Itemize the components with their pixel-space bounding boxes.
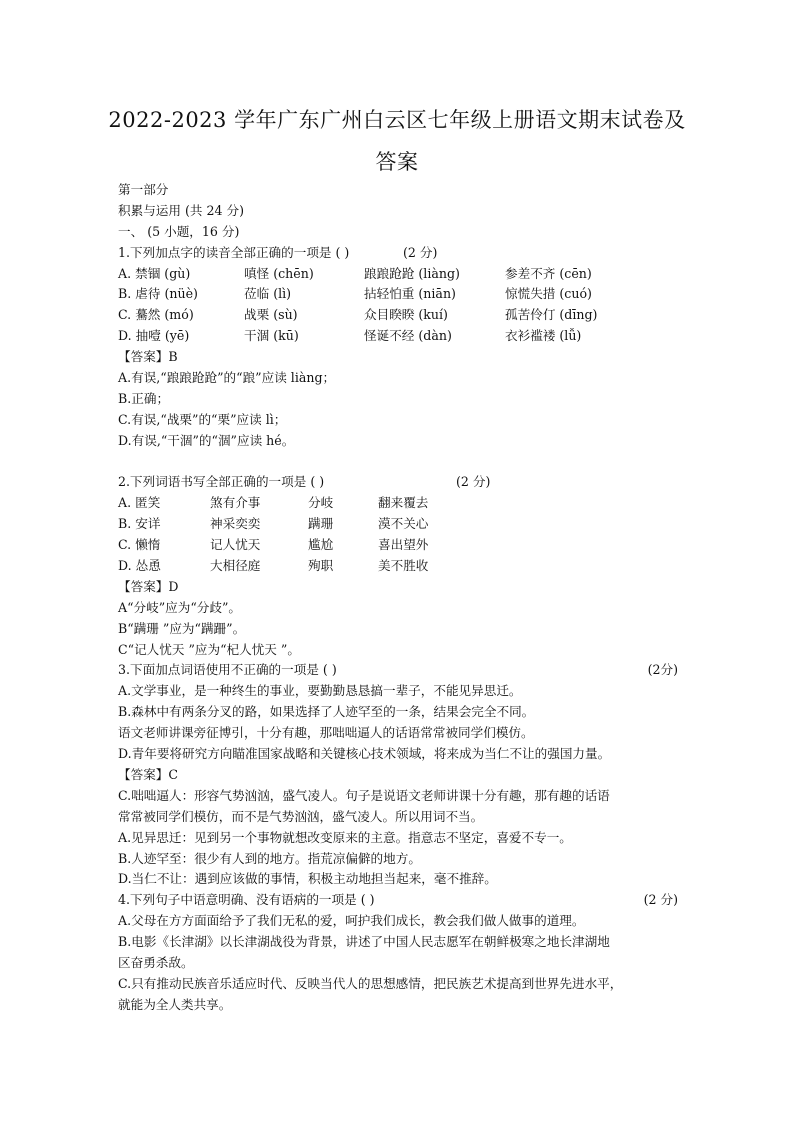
question-points: (2分)	[647, 662, 678, 678]
question-stem-text: 2.下列词语书写全部正确的一项是 ( )	[118, 474, 325, 490]
question-4-line: A.父母在方方面面给予了我们无私的爱，呵护我们成长，教会我们做人做事的道理。	[118, 913, 585, 929]
option-cell: 孤苦伶仃 (dīng)	[505, 307, 598, 323]
section-sub: 一、 (5 小题，16 分)	[118, 223, 240, 239]
question-4-line: B.电影《长津湖》以长津湖战役为背景，讲述了中国人民志愿军在朝鲜极寒之地长津湖地	[118, 934, 610, 950]
question-2-option-d	[118, 556, 688, 577]
question-1-answer: 【答案】B	[118, 349, 178, 365]
question-3-line: 语文老师讲课旁征博引，十分有趣，那咄咄逼人的话语常常被同学们模仿。	[118, 725, 534, 741]
option-cell: 蹒珊	[308, 516, 334, 532]
question-4-stem	[118, 890, 688, 911]
question-4-line: 就能为全人类共享。	[118, 996, 232, 1012]
question-stem-text: 1.下列加点字的读音全部正确的一项是 ( )	[118, 244, 350, 260]
question-1-option-d	[118, 326, 688, 347]
option-cell: 神采奕奕	[210, 516, 261, 532]
option-cell: 漠不关心	[378, 516, 429, 532]
analysis-line: C“记人忧天 ”应为“杞人忧天 ”。	[118, 641, 300, 657]
option-cell: 翻来覆去	[378, 495, 429, 511]
option-cell: 殉职	[308, 558, 334, 574]
analysis-line: C.有误,“战栗”的“栗”应读 lì；	[118, 411, 287, 427]
analysis-line: B.正确；	[118, 390, 170, 406]
section-name: 积累与运用 (共 24 分)	[118, 202, 245, 218]
analysis-line: D.有误,“干涸”的“涸”应读 hé。	[118, 432, 295, 448]
option-cell: 战栗 (sù)	[244, 307, 298, 323]
question-3-answer: 【答案】C	[118, 766, 179, 782]
analysis-line: A“分岐”应为“分歧”。	[118, 599, 242, 615]
analysis-line: B“蹒珊 ”应为“蹒跚”。	[118, 620, 246, 636]
option-cell: 美不胜收	[378, 558, 429, 574]
question-2-answer: 【答案】D	[118, 578, 179, 594]
analysis-line: 常常被同学们模仿，而不是气势汹汹，盛气凌人。所以用词不当。	[118, 808, 484, 824]
analysis-line: C.咄咄逼人：形容气势汹汹，盛气凌人。句子是说语文老师讲课十分有趣，那有趣的话语	[118, 787, 610, 803]
analysis-line: B.人迹罕至：很少有人到的地方。指荒凉偏僻的地方。	[118, 850, 421, 866]
question-1-option-b	[118, 284, 688, 305]
option-cell: 干涸 (kū)	[244, 328, 299, 344]
option-cell: A. 禁锢 (gù)	[118, 265, 191, 281]
document-title-line2: 答案	[375, 150, 419, 174]
question-3-line: D.青年要将研究方向瞄准国家战略和关键核心技术领域，将来成为当仁不让的强国力量。	[118, 746, 611, 762]
option-cell: C. 驀然 (mó)	[118, 307, 194, 323]
question-stem-text: 4.下列句子中语意明确、没有语病的一项是 ( )	[118, 892, 375, 908]
option-cell: B. 安详	[118, 516, 161, 532]
question-1-option-a	[118, 264, 688, 285]
option-cell: D. 怂恿	[118, 558, 161, 574]
question-2-option-a	[118, 493, 688, 514]
option-cell: 惊慌失措 (cuó)	[505, 286, 592, 302]
option-cell: C. 懒惰	[118, 537, 161, 553]
option-cell: 尴尬	[308, 537, 334, 553]
question-3-line: B.森林中有两条分叉的路，如果选择了人迹罕至的一条，结果会完全不同。	[118, 704, 535, 720]
option-cell: 嗔怪 (chēn)	[244, 265, 314, 281]
section-part: 第一部分	[118, 182, 169, 197]
option-cell: 众目睽睽 (kuí)	[364, 307, 448, 323]
option-cell: 喜出望外	[378, 537, 429, 553]
option-cell: 记人忧天	[210, 537, 261, 553]
question-stem-text: 3.下面加点词语使用不正确的一项是 ( )	[118, 662, 337, 678]
question-3-line: A.文学事业，是一种终生的事业，要勤勤恳恳搞一辈子，不能见异思迁。	[118, 683, 522, 699]
analysis-line: A.有误,“踉踉跄跄”的“踉”应读 liàng；	[118, 370, 336, 386]
document-body	[118, 180, 688, 1016]
option-cell: 怪诞不经 (dàn)	[364, 328, 452, 344]
option-cell: 踉踉跄跄 (liàng)	[364, 265, 460, 281]
option-cell: 大相径庭	[210, 558, 261, 574]
question-points: (2 分)	[403, 244, 438, 260]
question-1-stem	[118, 243, 688, 264]
option-cell: D. 抽噎 (yē)	[118, 328, 190, 344]
spacer	[118, 452, 688, 473]
option-cell: 参差不齐 (cēn)	[505, 265, 592, 281]
option-cell: 煞有介事	[210, 495, 261, 511]
analysis-line: D.当仁不让：遇到应该做的事情，积极主动地担当起来，毫不推辞。	[118, 871, 497, 887]
question-2-option-c	[118, 535, 688, 556]
question-3-stem	[118, 660, 688, 681]
question-4-line: 区奋勇杀敌。	[118, 954, 194, 970]
analysis-line: A.见异思迁：见到另一个事物就想改变原来的主意。指意志不坚定，喜爱不专一。	[118, 829, 572, 845]
option-cell: B. 虐待 (nüè)	[118, 286, 198, 302]
document-title-line1: 2022-2023 学年广东广州白云区七年级上册语文期末试卷及	[108, 108, 686, 132]
question-4-line: C.只有推动民族音乐适应时代、反映当代人的思想感情，把民族艺术提高到世界先进水平，	[118, 975, 623, 991]
option-cell: 莅临 (lì)	[244, 286, 292, 302]
option-cell: 拈轻怕重 (niān)	[364, 286, 456, 302]
question-2-option-b	[118, 514, 688, 535]
question-2-stem	[118, 472, 688, 493]
option-cell: 衣衫褴褛 (lǚ)	[505, 328, 582, 344]
question-1-option-c	[118, 305, 688, 326]
question-points: (2 分)	[456, 474, 491, 490]
option-cell: A. 匿笑	[118, 495, 161, 511]
option-cell: 分岐	[308, 495, 334, 511]
question-points: (2 分)	[643, 892, 678, 908]
